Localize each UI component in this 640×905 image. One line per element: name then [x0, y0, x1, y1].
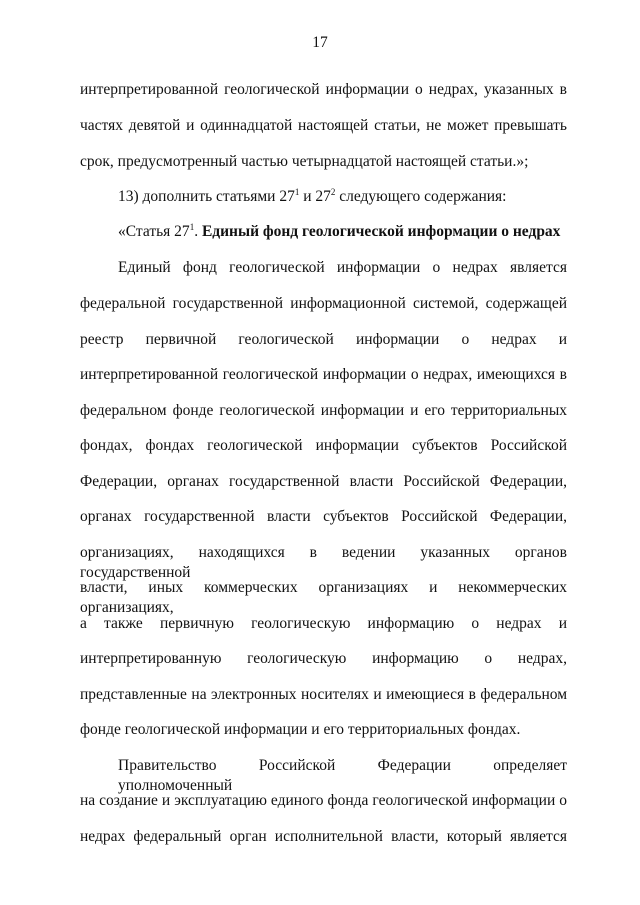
amendment-item-13: [118, 187, 567, 207]
page-number: 17: [312, 34, 328, 51]
article-title: Единый фонд геологической информации о недрах: [201, 223, 561, 240]
text-line: федеральном фонде геологической информации и его территориальных: [80, 402, 567, 419]
text-line: фонде геологической информации и его территориальных фондах.: [80, 721, 521, 738]
text-line: фондах, фондах геологической информации субъектов Российской: [80, 437, 567, 454]
text-line: представленные на электронных носителях и имеющиеся в федеральном: [80, 686, 567, 703]
article-heading: [118, 222, 567, 242]
text-line: органах государственной власти субъектов Российской Федерации,: [80, 508, 567, 525]
text-line: интерпретированной геологической информации о недрах, указанных в: [80, 81, 567, 98]
text-fragment: и 27: [299, 188, 331, 205]
text-line: частях девятой и одиннадцатой настоящей статьи, не может превышать: [80, 117, 567, 134]
text-fragment: 13) дополнить статьями 27: [118, 188, 295, 205]
text-line: федеральной государственной информационной системой, содержащей: [80, 295, 567, 312]
text-line: на создание и эксплуатацию единого фонда геологической информации о: [80, 792, 567, 809]
text-line: недрах федеральный орган исполнительной власти, который является: [80, 828, 567, 845]
text-line: Единый фонд геологической информации о недрах является: [118, 259, 567, 276]
text-line: интерпретированную геологическую информацию о недрах,: [80, 650, 567, 667]
superscript: 2: [330, 187, 336, 197]
text-fragment: следующего содержания:: [335, 188, 507, 205]
text-line: срок, предусмотренный частью четырнадцатой настоящей статьи.»;: [80, 153, 529, 170]
superscript: 1: [294, 187, 300, 197]
text-line: интерпретированной геологической информации о недрах, имеющихся в: [80, 366, 567, 383]
text-line: Правительство Российской Федерации определяет уполномоченный: [118, 757, 567, 794]
text-fragment: .: [194, 223, 202, 240]
text-line: реестр первичной геологической информации о недрах и: [80, 331, 567, 348]
text-line: Федерации, органах государственной власти Российской Федерации,: [80, 473, 567, 490]
text-line: власти, иных коммерческих организациях и некоммерческих организациях,: [80, 579, 567, 616]
article-label: «Статья 27: [118, 223, 190, 240]
superscript: 1: [189, 222, 195, 232]
text-line: а также первичную геологическую информацию о недрах и: [80, 615, 567, 632]
text-line: организациях, находящихся в ведении указанных органов государственной: [80, 544, 567, 581]
